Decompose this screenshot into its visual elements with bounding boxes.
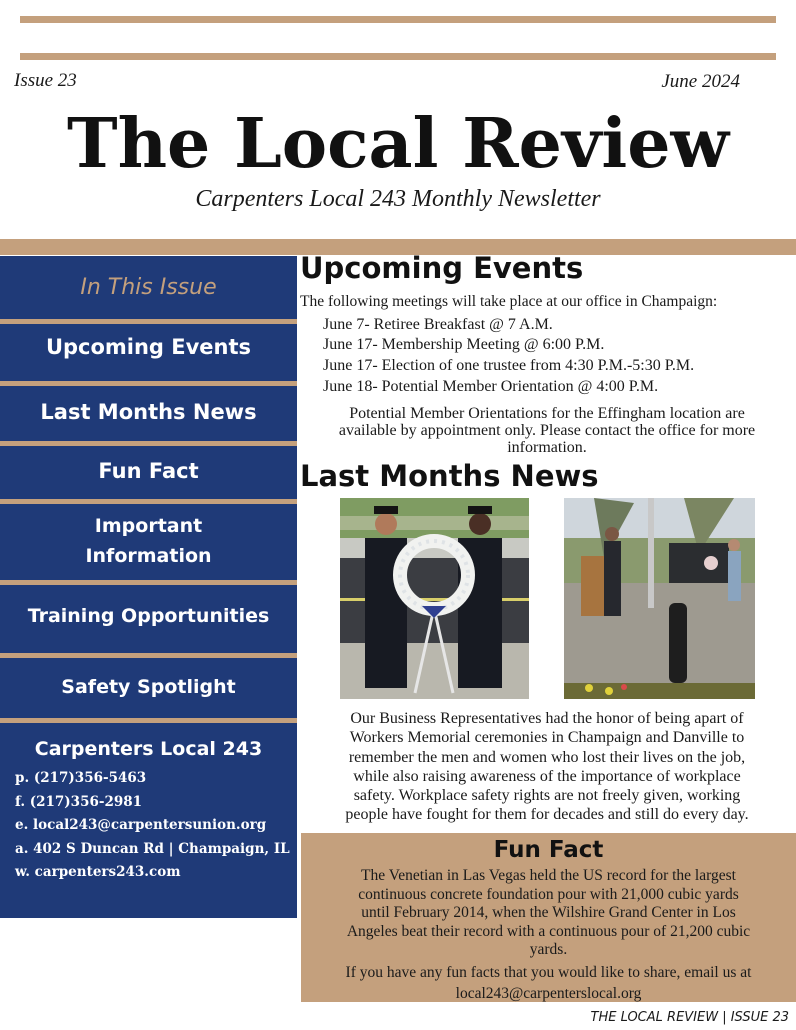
sidebar-divider <box>0 441 297 446</box>
news-line: while also raising awareness of the importance of workplace <box>353 767 741 785</box>
sidebar-item-safety-spotlight[interactable]: Safety Spotlight <box>61 676 236 698</box>
contact-phone: p. (217)356-5463 <box>15 770 147 786</box>
fun-fact-share: If you have any fun facts that you would like to share, email us at <box>345 964 752 981</box>
top-rule-2 <box>20 53 776 60</box>
fun-fact-line: until February 2014, when the Wilshire Grand Center in Los <box>361 904 736 921</box>
sidebar <box>0 256 297 918</box>
news-line: safety. Workplace safety rights are not freely given, working <box>353 787 741 805</box>
sidebar-divider <box>0 653 297 658</box>
sidebar-divider <box>0 381 297 386</box>
sidebar-item-fun-fact[interactable]: Fun Fact <box>98 459 199 483</box>
fun-fact-box <box>301 833 796 1002</box>
page-footer: THE LOCAL REVIEW | ISSUE 23 <box>590 1010 789 1025</box>
fun-fact-body <box>301 867 796 960</box>
newsletter-subtitle: Carpenters Local 243 Monthly Newsletter <box>195 186 601 212</box>
contact-address: a. 402 S Duncan Rd | Champaign, IL <box>15 841 290 857</box>
events-note <box>298 405 796 456</box>
news-line: people have fought for them for decades and still do every day. <box>345 806 749 824</box>
sidebar-divider <box>0 319 297 324</box>
events-intro: The following meetings will take place at our office in Champaign: <box>300 293 718 310</box>
sidebar-divider <box>0 580 297 585</box>
issue-number: Issue 23 <box>14 70 77 91</box>
sidebar-item-information[interactable]: Information <box>85 545 212 567</box>
newsletter-title: The Local Review <box>66 104 730 184</box>
news-line: Our Business Representatives had the honor of being apart of <box>350 710 744 727</box>
contact-title: Carpenters Local 243 <box>34 738 263 760</box>
sidebar-item-upcoming-events[interactable]: Upcoming Events <box>45 335 252 359</box>
events-note-line: information. <box>507 439 587 456</box>
event-item: June 17- Membership Meeting @ 6:00 P.M. <box>323 336 605 353</box>
fun-fact-line: The Venetian in Las Vegas held the US record for the largest <box>361 867 736 884</box>
sidebar-heading: In This Issue <box>80 275 217 300</box>
news-line: remember the men and women who lost their lives on the job, <box>348 748 746 766</box>
top-rule-1 <box>20 16 776 23</box>
upcoming-events-heading: Upcoming Events <box>300 251 584 285</box>
fun-fact-line: continuous concrete foundation pour with 21,000 cubic yards <box>358 885 739 903</box>
contact-website[interactable]: w. carpenters243.com <box>15 864 181 880</box>
contact-fax: f. (217)356-2981 <box>15 794 143 810</box>
photo-honor-guard-wreath <box>340 498 529 699</box>
news-body <box>298 709 796 825</box>
issue-date: June 2024 <box>661 71 740 92</box>
sidebar-divider <box>0 499 297 504</box>
sidebar-item-training-opportunities[interactable]: Training Opportunities <box>27 605 270 627</box>
events-note-line: available by appointment only. Please contact the office for more <box>338 422 756 439</box>
fun-fact-heading: Fun Fact <box>493 837 604 863</box>
photo-memorial-ceremony <box>564 498 755 699</box>
fun-fact-email[interactable]: local243@carpenterslocal.org <box>455 985 642 1002</box>
news-line: Workers Memorial ceremonies in Champaign and Danville to <box>349 729 745 747</box>
fun-fact-line: Angeles beat their record with a continuous pour of 21,200 cubic <box>346 922 751 940</box>
event-item: June 7- Retiree Breakfast @ 7 A.M. <box>323 316 553 333</box>
sidebar-item-important[interactable]: Important <box>94 515 203 537</box>
events-note-line: Potential Member Orientations for the Effingham location are <box>349 405 745 422</box>
event-item: June 18- Potential Member Orientation @ 4:00 P.M. <box>323 378 659 395</box>
last-months-news-heading: Last Months News <box>300 459 599 493</box>
sidebar-item-last-months-news[interactable]: Last Months News <box>40 400 257 424</box>
fun-fact-line: yards. <box>529 941 568 958</box>
contact-email[interactable]: e. local243@carpentersunion.org <box>15 817 267 833</box>
event-item: June 17- Election of one trustee from 4:30 P.M.-5:30 P.M. <box>323 357 695 374</box>
sidebar-divider <box>0 718 297 723</box>
